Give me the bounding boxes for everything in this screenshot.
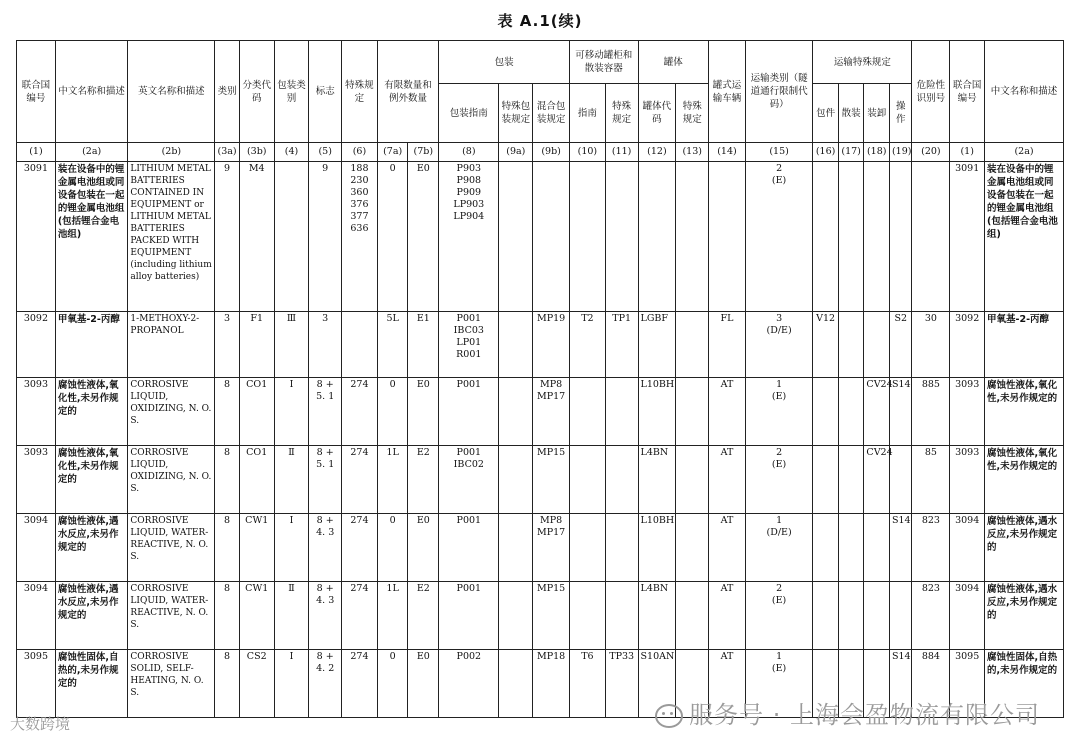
cell-lq: 0 [377,514,408,582]
header-ts-pkg: 包件 [813,84,839,143]
cell-hin: 85 [912,446,950,514]
header-pkg-special: 特殊包装规定 [499,84,533,143]
cell-code: F1 [239,312,274,378]
cell-ps [499,162,533,312]
cell-cls: 8 [215,582,240,650]
cell-cls: 9 [215,162,240,312]
cell-un: 3094 [17,582,56,650]
column-number: (7a) [377,143,408,162]
cell-mp: MP18 [533,650,570,718]
header-tank-bulk: 可移动罐柜和散装容器 [570,41,639,84]
cell-un: 3091 [17,162,56,312]
cell-veh: AT [709,446,746,514]
cell-s19: S14 [889,650,912,718]
column-number: (1) [950,143,985,162]
header-tank-special: 特殊规定 [605,84,638,143]
cell-code: CW1 [239,514,274,582]
cell-tc: LGBF [638,312,676,378]
cell-s18 [864,514,890,582]
cell-pg [274,162,309,312]
header-hazard-id: 危险性识别号 [912,41,950,143]
cell-mp: MP8 MP17 [533,378,570,446]
cell-label: 8 + 5. 1 [309,446,342,514]
cell-ts [605,582,638,650]
table-row [17,514,1064,582]
cell-special: 274 [342,378,378,446]
column-number: (9b) [533,143,570,162]
cell-cn: 甲氧基-2-丙醇 [55,312,128,378]
cell-s18 [864,312,890,378]
cell-label: 8 + 4. 3 [309,514,342,582]
cell-en: CORROSIVE LIQUID, WATER-REACTIVE, N. O. S. [128,582,215,650]
cell-veh: AT [709,650,746,718]
cell-tc: S10AN [638,650,676,718]
watermark-left: 大数跨境 [10,715,71,733]
column-number: (2a) [55,143,128,162]
column-number: (3b) [239,143,274,162]
cell-s19: S14 [889,514,912,582]
cell-veh: AT [709,514,746,582]
cell-tc: L4BN [638,446,676,514]
cell-cn2: 腐蚀性液体,遇水反应,未另作规定的 [985,514,1064,582]
cell-ti [570,162,606,312]
column-number: (3a) [215,143,240,162]
cell-s17 [838,312,864,378]
table-row [17,378,1064,446]
cell-cn2: 腐蚀性固体,自热的,未另作规定的 [985,650,1064,718]
table-row [17,446,1064,514]
cell-s16 [813,582,839,650]
cell-veh: AT [709,378,746,446]
cell-cn: 腐蚀性液体,氧化性,未另作规定的 [55,446,128,514]
cell-pg: Ⅲ [274,312,309,378]
cell-s19 [889,162,912,312]
cell-un: 3093 [17,378,56,446]
header-tank: 罐体 [638,41,709,84]
header-class-code: 分类代码 [239,41,274,143]
cell-label: 3 [309,312,342,378]
cell-s16: V12 [813,312,839,378]
cell-cls: 8 [215,446,240,514]
header-limited: 有限数量和例外数量 [377,41,438,143]
cell-tc: L4BN [638,582,676,650]
cell-pi: P001 IBC02 [439,446,499,514]
cell-special: 274 [342,514,378,582]
cell-tsp [676,162,709,312]
header-pkg-instr: 包装指南 [439,84,499,143]
cell-pg: Ⅰ [274,514,309,582]
header-tank-special-2: 特殊规定 [676,84,709,143]
table-row [17,162,1064,312]
column-number: (7b) [408,143,439,162]
header-ts-load: 装卸 [864,84,890,143]
cell-tsp [676,312,709,378]
cell-lq: 1L [377,582,408,650]
cell-hin: 823 [912,514,950,582]
cell-s19: S2 [889,312,912,378]
cell-hin: 884 [912,650,950,718]
column-number: (1) [17,143,56,162]
cell-ti [570,446,606,514]
cell-en: 1-METHOXY-2-PROPANOL [128,312,215,378]
cell-un2: 3093 [950,378,985,446]
cell-tcat: 2 (E) [745,582,812,650]
cell-ti: T2 [570,312,606,378]
cell-en: CORROSIVE SOLID, SELF-HEATING, N. O. S. [128,650,215,718]
cell-eq: E0 [408,378,439,446]
cell-ts: TP1 [605,312,638,378]
cell-cn2: 甲氧基-2-丙醇 [985,312,1064,378]
cell-label: 8 + 4. 2 [309,650,342,718]
column-number: (4) [274,143,309,162]
cell-lq: 1L [377,446,408,514]
column-number: (16) [813,143,839,162]
cell-en: CORROSIVE LIQUID, WATER-REACTIVE, N. O. S. [128,514,215,582]
cell-code: CS2 [239,650,274,718]
cell-s17 [838,378,864,446]
cell-mp: MP19 [533,312,570,378]
cell-veh: AT [709,582,746,650]
cell-pg: Ⅱ [274,446,309,514]
header-class: 类别 [215,41,240,143]
cell-ps [499,650,533,718]
header-transport-special: 运输特殊规定 [813,41,912,84]
cell-code: M4 [239,162,274,312]
cell-ps [499,312,533,378]
cell-tcat: 2 (E) [745,162,812,312]
cell-ti [570,378,606,446]
cell-mp: MP8 MP17 [533,514,570,582]
cell-code: CO1 [239,378,274,446]
cell-pi: P903 P908 P909 LP903 LP904 [439,162,499,312]
cell-s18 [864,582,890,650]
cell-pi: P001 [439,378,499,446]
cell-cls: 8 [215,650,240,718]
cell-pi: P001 IBC03 LP01 R001 [439,312,499,378]
cell-hin: 823 [912,582,950,650]
cell-veh: FL [709,312,746,378]
cell-ps [499,514,533,582]
cell-en: CORROSIVE LIQUID, OXIDIZING, N. O. S. [128,378,215,446]
cell-un: 3095 [17,650,56,718]
header-un-no-2: 联合国编号 [950,41,985,143]
column-number: (18) [864,143,890,162]
column-number-row [17,143,1064,162]
column-number: (19) [889,143,912,162]
cell-eq: E2 [408,582,439,650]
cell-lq: 0 [377,650,408,718]
column-number: (6) [342,143,378,162]
header-un-no: 联合国编号 [17,41,56,143]
cell-cn2: 腐蚀性液体,氧化性,未另作规定的 [985,378,1064,446]
cell-ts [605,514,638,582]
cell-s18: CV24 [864,378,890,446]
cell-pi: P002 [439,650,499,718]
table-title: 表 A.1(续) [497,12,583,30]
header-ts-op: 操作 [889,84,912,143]
cell-s16 [813,162,839,312]
cell-un2: 3095 [950,650,985,718]
column-number: (14) [709,143,746,162]
cell-s18 [864,162,890,312]
header-packaging: 包装 [439,41,570,84]
header-mixed: 混合包装规定 [533,84,570,143]
cell-s16 [813,514,839,582]
cell-ts [605,446,638,514]
table-row [17,582,1064,650]
cell-un: 3094 [17,514,56,582]
cell-special: 274 [342,446,378,514]
cell-tcat: 1 (E) [745,650,812,718]
cell-lq: 0 [377,378,408,446]
cell-cn: 腐蚀性固体,自热的,未另作规定的 [55,650,128,718]
column-number: (8) [439,143,499,162]
cell-eq: E0 [408,650,439,718]
cell-s16 [813,378,839,446]
cell-un2: 3091 [950,162,985,312]
cell-ts [605,378,638,446]
cell-s19 [889,582,912,650]
cell-s18: CV24 [864,446,890,514]
cell-label: 8 + 4. 3 [309,582,342,650]
column-number: (13) [676,143,709,162]
cell-tcat: 3 (D/E) [745,312,812,378]
cell-un: 3093 [17,446,56,514]
wechat-icon [655,704,683,728]
table-row [17,312,1064,378]
header-transport-cat: 运输类别（隧道通行限制代码） [745,41,812,143]
cell-un2: 3094 [950,582,985,650]
cell-code: CO1 [239,446,274,514]
cell-s19: S14 [889,378,912,446]
column-number: (2b) [128,143,215,162]
cell-tc: L10BH [638,378,676,446]
cell-lq: 0 [377,162,408,312]
cell-mp: MP15 [533,446,570,514]
cell-pg: Ⅰ [274,378,309,446]
cell-ti [570,582,606,650]
header-tank-code: 罐体代码 [638,84,676,143]
header-row-1 [17,41,1064,84]
cell-un: 3092 [17,312,56,378]
column-number: (11) [605,143,638,162]
cell-s19 [889,446,912,514]
cell-ps [499,582,533,650]
cell-un2: 3092 [950,312,985,378]
header-tank-instr: 指南 [570,84,606,143]
cell-eq: E1 [408,312,439,378]
cell-en: LITHIUM METAL BATTERIES CONTAINED IN EQUIPMENT or LITHIUM METAL BATTERIES PACKED WITH EQUIPMENT (including lithium alloy batteries) [128,162,215,312]
cell-label: 9 [309,162,342,312]
cell-cn2: 装在设备中的锂金属电池组或同设备包装在一起的锂金属电池组(包括锂合金电池组) [985,162,1064,312]
cell-ti: T6 [570,650,606,718]
cell-tsp [676,378,709,446]
cell-tcat: 1 (E) [745,378,812,446]
header-name-cn-2: 中文名称和描述 [985,41,1064,143]
cell-eq: E0 [408,162,439,312]
cell-hin: 30 [912,312,950,378]
cell-cn2: 腐蚀性液体,氧化性,未另作规定的 [985,446,1064,514]
cell-eq: E2 [408,446,439,514]
cell-s17 [838,162,864,312]
header-ts-bulk: 散装 [838,84,864,143]
cell-cls: 8 [215,514,240,582]
cell-eq: E0 [408,514,439,582]
header-special: 特殊规定 [342,41,378,143]
cell-ps [499,378,533,446]
column-number: (20) [912,143,950,162]
cell-cls: 3 [215,312,240,378]
column-number: (5) [309,143,342,162]
cell-hin [912,162,950,312]
cell-s17 [838,582,864,650]
cell-code: CW1 [239,582,274,650]
watermark-right: 服务号 · 上海会盈物流有限公司 [655,695,1040,730]
cell-special: 274 [342,650,378,718]
cell-un2: 3093 [950,446,985,514]
cell-special [342,312,378,378]
cell-pi: P001 [439,582,499,650]
cell-en: CORROSIVE LIQUID, OXIDIZING, N. O. S. [128,446,215,514]
cell-un2: 3094 [950,514,985,582]
cell-tsp [676,514,709,582]
dangerous-goods-table [16,40,1064,718]
header-name-en: 英文名称和描述 [128,41,215,143]
cell-pi: P001 [439,514,499,582]
cell-lq: 5L [377,312,408,378]
header-name-cn: 中文名称和描述 [55,41,128,143]
cell-cn: 腐蚀性液体,遇水反应,未另作规定的 [55,514,128,582]
cell-ts [605,162,638,312]
cell-tcat: 1 (D/E) [745,514,812,582]
column-number: (12) [638,143,676,162]
column-number: (2a) [985,143,1064,162]
cell-tcat: 2 (E) [745,446,812,514]
cell-special: 274 [342,582,378,650]
column-number: (15) [745,143,812,162]
cell-cn: 腐蚀性液体,氧化性,未另作规定的 [55,378,128,446]
cell-pg: Ⅰ [274,650,309,718]
cell-ti [570,514,606,582]
cell-s17 [838,446,864,514]
column-number: (10) [570,143,606,162]
cell-label: 8 + 5. 1 [309,378,342,446]
cell-mp: MP15 [533,582,570,650]
cell-s17 [838,514,864,582]
header-pkg-group: 包装类别 [274,41,309,143]
cell-cn: 腐蚀性液体,遇水反应,未另作规定的 [55,582,128,650]
cell-tsp [676,582,709,650]
cell-s16 [813,446,839,514]
header-label: 标志 [309,41,342,143]
header-vehicle: 罐式运输车辆 [709,41,746,143]
cell-cn: 装在设备中的锂金属电池组或同设备包装在一起的锂金属电池组(包括锂合金电池组) [55,162,128,312]
cell-hin: 885 [912,378,950,446]
cell-tc [638,162,676,312]
cell-ts: TP33 [605,650,638,718]
cell-veh [709,162,746,312]
cell-special: 188 230 360 376 377 636 [342,162,378,312]
cell-mp [533,162,570,312]
column-number: (9a) [499,143,533,162]
cell-tsp [676,446,709,514]
cell-cn2: 腐蚀性液体,遇水反应,未另作规定的 [985,582,1064,650]
cell-ps [499,446,533,514]
cell-tc: L10BH [638,514,676,582]
cell-cls: 8 [215,378,240,446]
cell-pg: Ⅱ [274,582,309,650]
column-number: (17) [838,143,864,162]
